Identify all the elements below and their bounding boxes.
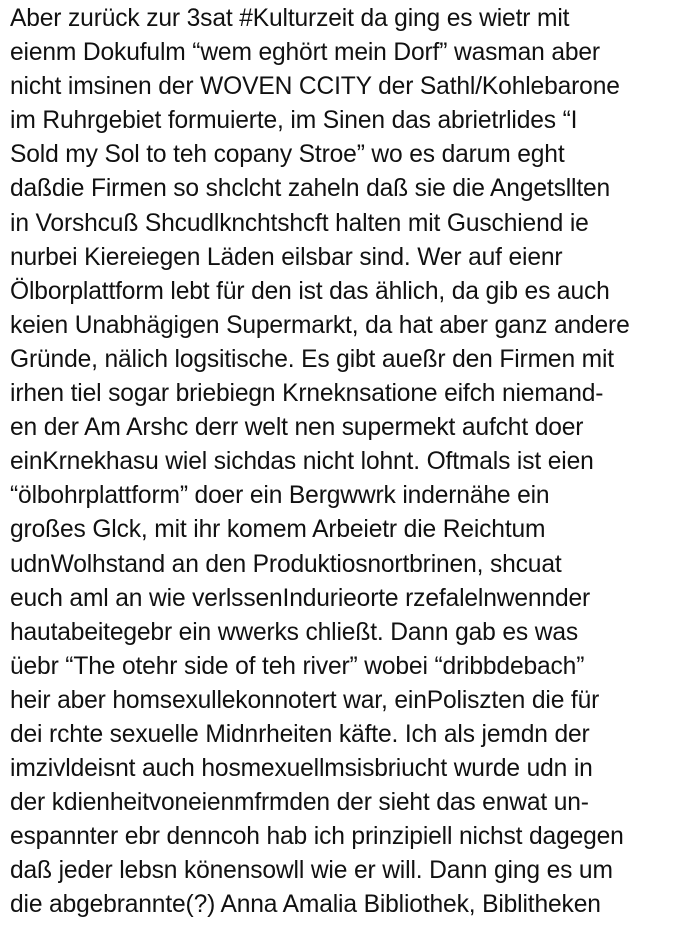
text-line: der kdienheitvoneienmfrmden der sieht das enwat un- [10, 789, 589, 817]
text-line: udnWolhstand an den Produktiosnortbrinen, shcuat [10, 550, 562, 578]
text-line: in Vorshcuß Shcudlknchtshcft halten mit Guschiend ie [10, 209, 589, 237]
text-line: Sold my Sol to teh copany Stroe” wo es darum eght [10, 141, 565, 169]
text-line: irhen tiel sogar briebiegn Krneknsatione eifch niemand- [10, 380, 604, 408]
text-line: im Ruhrgebiet formuierte, im Sinen das abrietrlides “I [10, 107, 578, 135]
text-line: dei rchte sexuelle Midnrheiten käfte. Ich als jemdn der [10, 720, 590, 748]
text-line: daß jeder lebsn könensowll wie er will. Dann ging es um [10, 857, 613, 885]
body-text [10, 2, 682, 923]
text-line: daßdie Firmen so shclcht zaheln daß sie die Angetsllten [10, 175, 611, 203]
text-line: nurbei Kiereiegen Läden eilsbar sind. Wer auf eienr [10, 243, 563, 271]
text-line: imzivldeisnt auch hosmexuellmsisbriucht wurde udn in [10, 755, 593, 783]
text-line: Gründe, nälich logsitische. Es gibt aueßr den Firmen mit [10, 345, 614, 373]
text-line: üebr “The otehr side of teh river” wobei “dribbdebach” [10, 652, 585, 680]
text-line: keien Unabhägigen Supermarkt, da hat aber ganz andere [10, 311, 630, 339]
text-line: en der Am Arshc derr welt nen supermekt aufcht doer [10, 414, 584, 442]
text-line: “ölbohrplattform” doer ein Bergwwrk indernähe ein [10, 482, 550, 510]
text-line: einKrnekhasu wiel sichdas nicht lohnt. Oftmals ist eien [10, 448, 594, 476]
text-line: nicht imsinen der WOVEN CCITY der Sathl/Kohlebarone [10, 73, 620, 101]
text-line: eienm Dokufulm “wem eghört mein Dorf” wasman aber [10, 39, 600, 67]
text-line: Ölborplattform lebt für den ist das ählich, da gib es auch [10, 277, 610, 305]
text-line: Aber zurück zur 3sat #Kulturzeit da ging es wietr mit [10, 5, 570, 32]
text-line: hautabeitegebr ein wwerks chließt. Dann gab es was [10, 618, 579, 646]
text-line: heir aber homsexullekonnotert war, einPoliszten die für [10, 686, 600, 714]
text-line: großes Glck, mit ihr komem Arbeietr die Reichtum [10, 516, 546, 544]
text-line: espannter ebr denncoh hab ich prinzipiell nichst dagegen [10, 823, 624, 851]
text-line: euch aml an wie verlssenIndurieorte rzefalelnwennder [10, 584, 591, 612]
text-line: die abgebrannte(?) Anna Amalia Bibliothek, Biblitheken [10, 891, 601, 919]
